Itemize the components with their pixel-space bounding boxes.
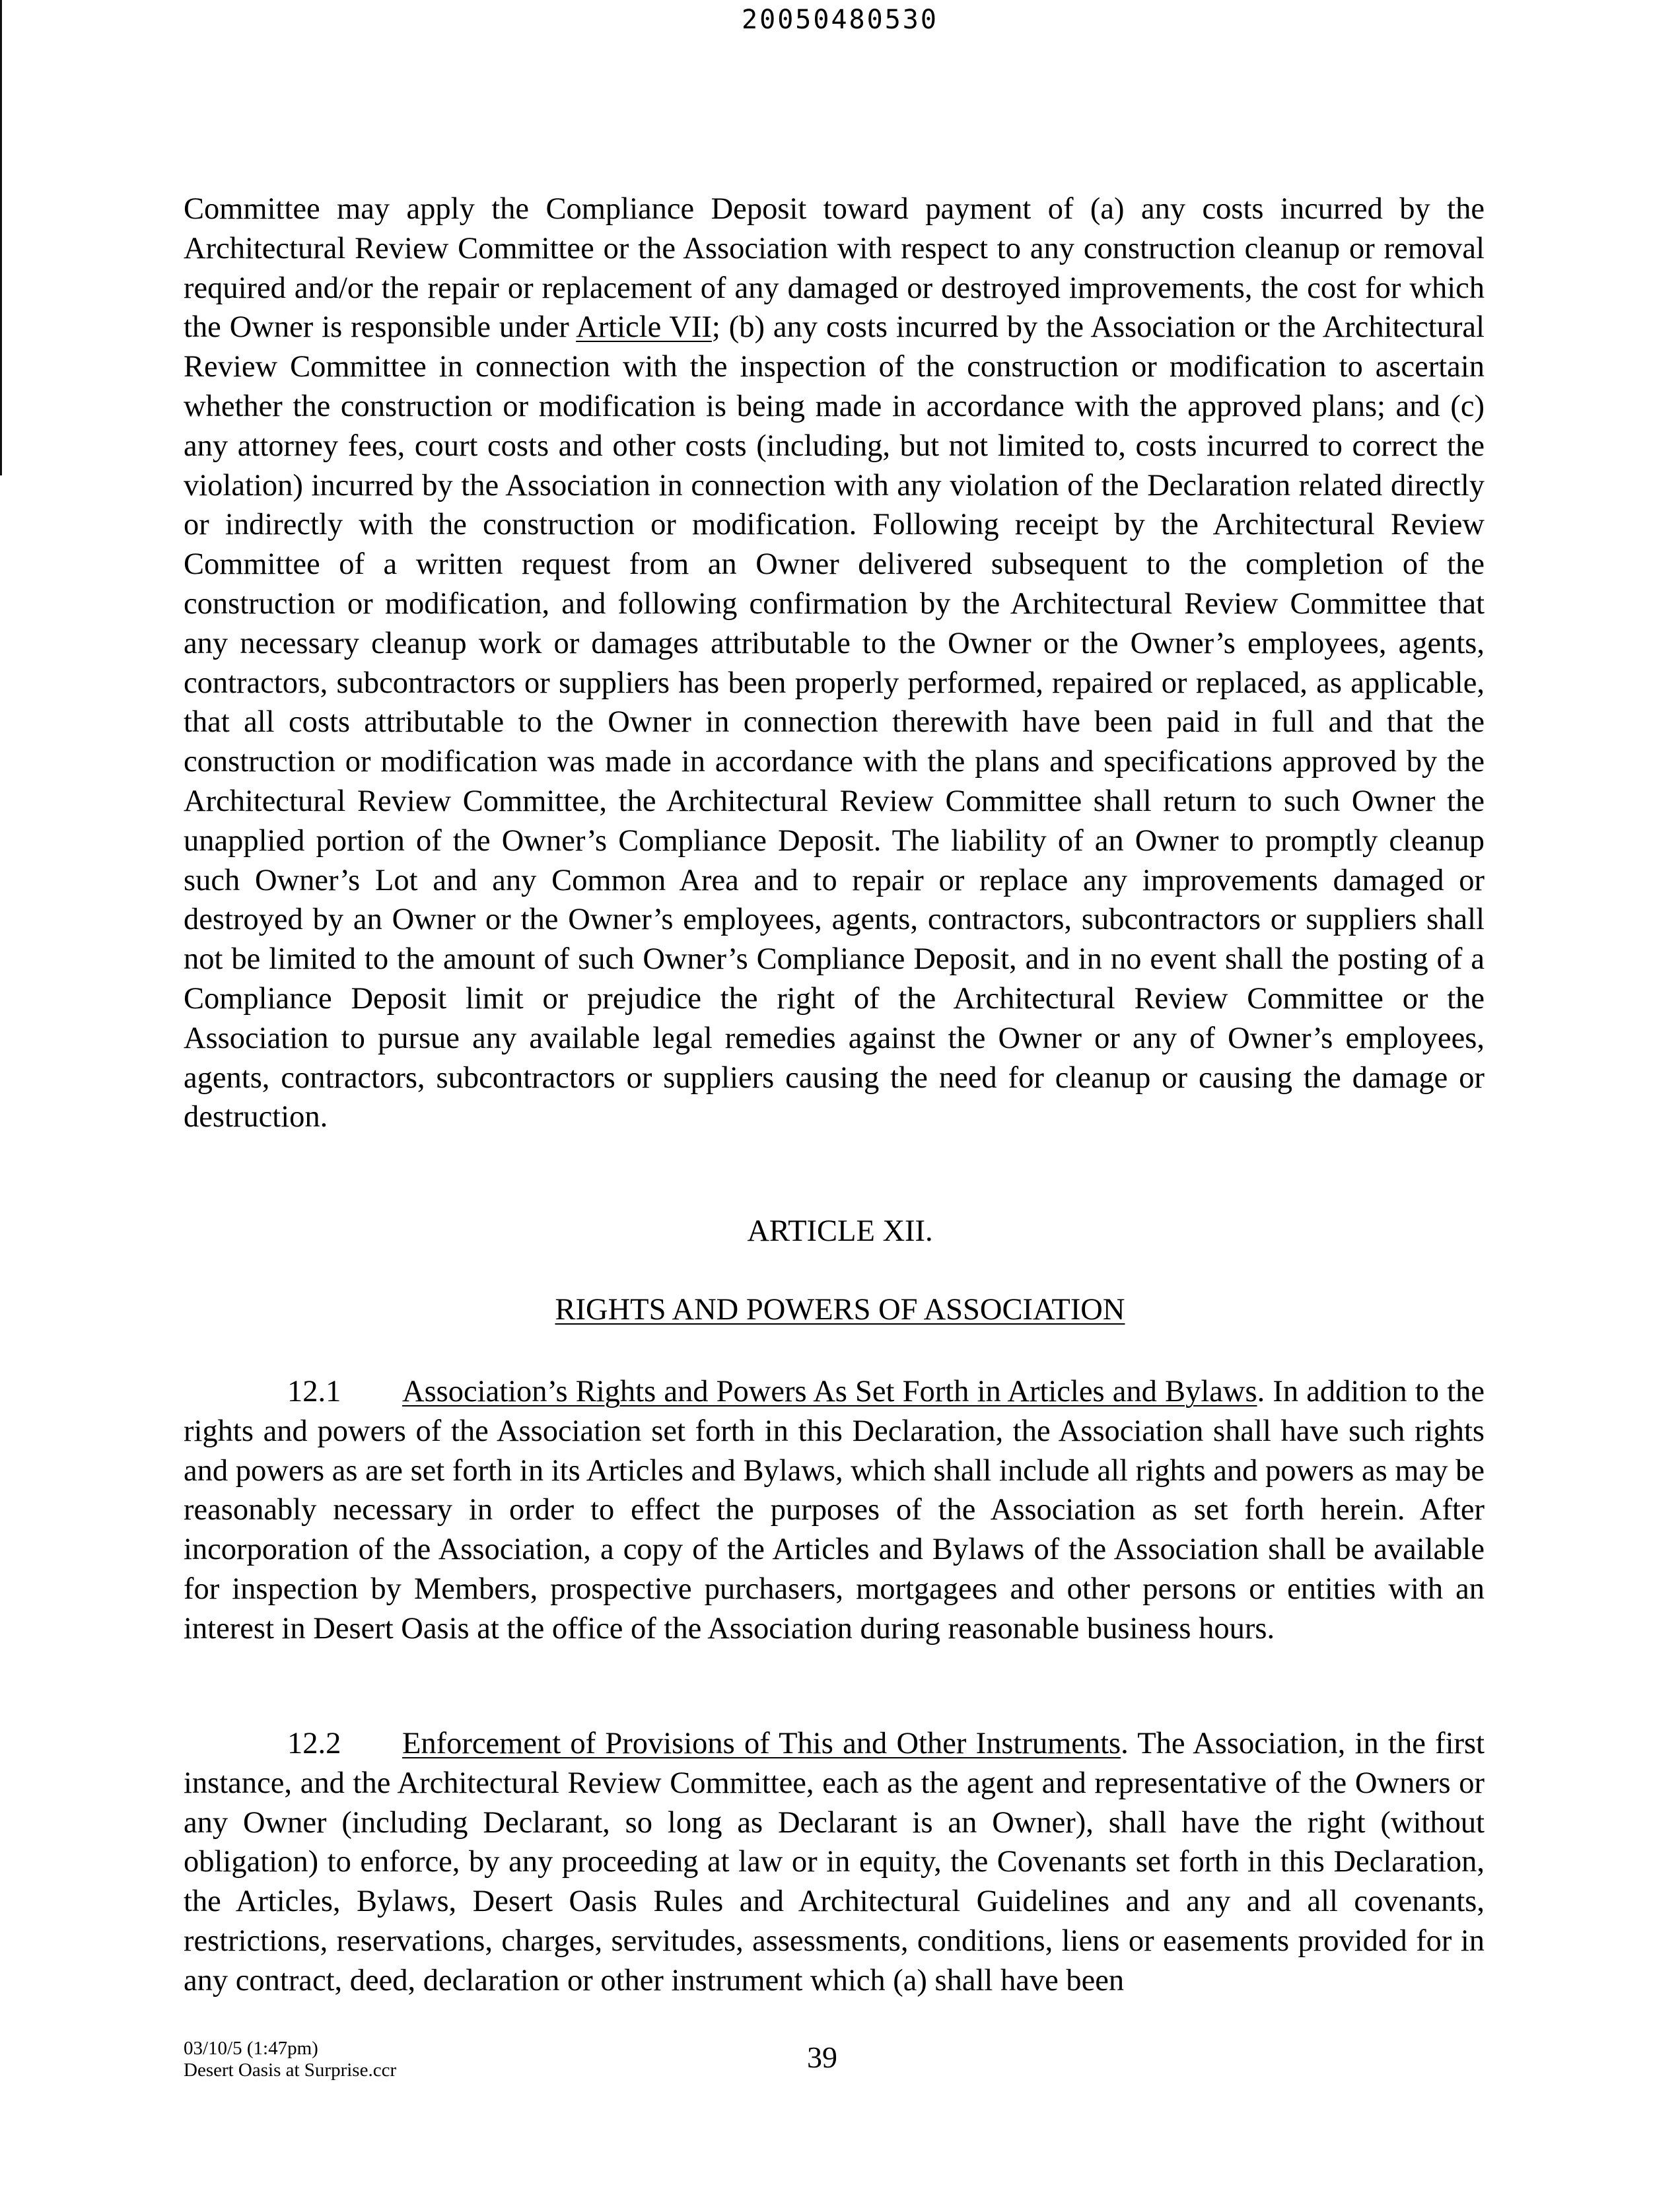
page-number: 39: [807, 2040, 837, 2074]
document-number: 20050480530: [742, 5, 938, 35]
section-body: . The Association, in the first instance, and the Architectural Review Committee, each as the agent and representative of the Owners or any Owner (including Declarant, so long as Declarant is an Owner), shall have the right (without obligation) to enforce, by any proceeding at law or in equity, the Covenants set forth in this Declaration, the Articles, Bylaws, Desert Oasis Rules and Architectural Guidelines and any and all covenants, restrictions, reservations, charges, servitudes, assessments, conditions, liens or easements provided for in any contract, deed, declaration or other instrument which (a) shall have been: [184, 1727, 1485, 1997]
article-reference: Article VII: [576, 310, 712, 345]
scan-edge-line: [0, 0, 2, 475]
section-12-2: [184, 1724, 1485, 2001]
article-title-text: RIGHTS AND POWERS OF ASSOCIATION: [555, 1293, 1125, 1327]
section-number: 12.2: [287, 1727, 341, 1760]
section-body: . In addition to the rights and powers of the Association set forth in this Declaration, the Association shall have such rights and powers as are set forth in its Articles and Bylaws, which shall include all rights and powers as may be reasonably necessary in order to effect the purposes of the Association as set forth herein. After incorporation of the Association, a copy of the Articles and Bylaws of the Association shall be available for inspection by Members, prospective purchasers, mortgagees and other persons or entities with an interest in Desert Oasis at the office of the Association during reasonable business hours.: [184, 1375, 1485, 1646]
paragraph-text-part-1: Committee may apply the Compliance Deposit toward payment of (a) any costs incurred by the Architectural Review Committee or the Association with respect to any construction cleanup or removal required and/or the repair or replacement of any damaged or destroyed improvements, the cost for which the Owner is responsible under: [184, 192, 1485, 345]
section-number: 12.1: [287, 1375, 341, 1408]
paragraph-compliance-deposit: [184, 190, 1485, 1137]
article-title: [0, 1290, 1680, 1330]
footer-info: [184, 2038, 396, 2081]
section-heading: Association’s Rights and Powers As Set Forth in Articles and Bylaws: [402, 1375, 1257, 1408]
section-heading: Enforcement of Provisions of This and Other Instruments: [402, 1727, 1121, 1760]
section-12-1: [184, 1372, 1485, 1649]
footer-date: 03/10/5 (1:47pm): [184, 2038, 318, 2059]
article-number: ARTICLE XII.: [747, 1214, 933, 1248]
paragraph-text-part-2: ; (b) any costs incurred by the Association or the Architectural Review Committee in connection with the inspection of the construction or modification to ascertain whether the construction or modification is being made in accordance with the approved plans; and (c) any attorney fees, court costs and other costs (including, but not limited to, costs incurred to correct the violation) incurred by the Association in connection with any violation of the Declaration related directly or indirectly with the construction or modification. Following receipt by the Architectural Review Committee of a written request from an Owner delivered subsequent to the completion of the construction or modification, and following confirmation by the Architectural Review Committee that any necessary cleanup work or damages attributable to the Owner or the Owner’s employees, agents, contractors, subcontractors or suppliers has been properly performed, repaired or replaced, as applicable, that all costs attributable to the Owner in connection therewith have been paid in full and that the construction or modification was made in accordance with the plans and specifications approved by the Architectural Review Committee, the Architectural Review Committee shall return to such Owner the unapplied portion of the Owner’s Compliance Deposit. The liability of an Owner to promptly cleanup such Owner’s Lot and any Common Area and to repair or replace any improvements damaged or destroyed by an Owner or the Owner’s employees, agents, contractors, subcontractors or suppliers shall not be limited to the amount of such Owner’s Compliance Deposit, and in no event shall the posting of a Compliance Deposit limit or prejudice the right of the Architectural Review Committee or the Association to pursue any available legal remedies against the Owner or any of Owner’s employees, agents, contractors, subcontractors or suppliers causing the need for cleanup or causing the damage or destruction.: [184, 310, 1485, 1134]
footer-filename: Desert Oasis at Surprise.ccr: [184, 2060, 397, 2081]
